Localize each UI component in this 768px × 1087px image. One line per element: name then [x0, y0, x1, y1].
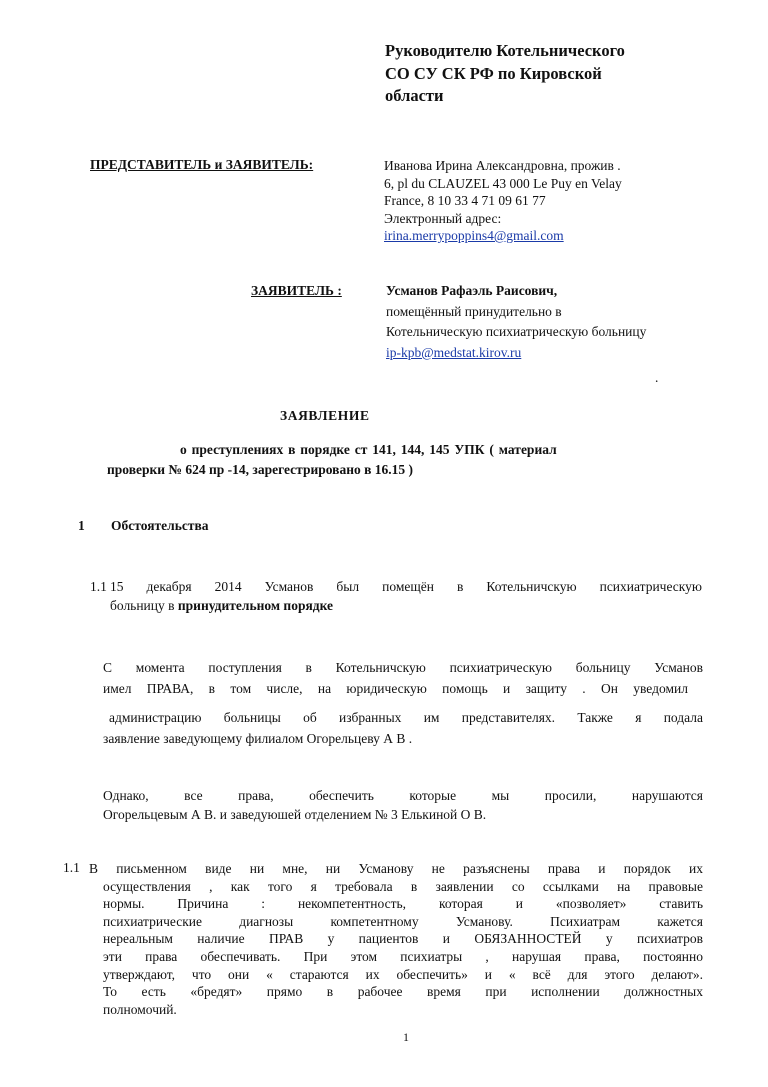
paragraph-line — [110, 598, 333, 614]
stray-dot: . — [655, 370, 659, 385]
paragraph-line: Однако, все права, обеспечить которые мы просили, нарушаются — [103, 788, 703, 803]
paragraph-line: В письменном виде ни мне, ни Усманову не разъяснены права и порядок их — [89, 861, 703, 876]
applicant-email-link[interactable]: ip-kpb@medstat.kirov.ru — [386, 344, 522, 360]
applicant-block — [386, 281, 646, 363]
document-title: ЗАЯВЛЕНИЕ — [280, 408, 370, 423]
paragraph-line: администрацию больницы об избранных им представителях. Также я подала — [109, 710, 703, 725]
paragraph-line: полномочий. — [103, 1001, 177, 1017]
title-subject-line: о преступлениях в порядке ст 141, 144, 145 УПК ( материал — [180, 442, 557, 457]
recipient-line: Руководителю Котельнического — [385, 41, 625, 60]
violations-paragraph — [103, 786, 703, 824]
paragraph-line: нереальным наличие ПРАВ у пациентов и ОБЯЗАННОСТЕЙ у психиатров — [103, 931, 703, 947]
paragraph-line: психиатрические диагнозы компетентному Усманову. Психиатрам кажется — [103, 913, 703, 929]
paragraph-line: эти права обеспечивать. При этом психиатры , нарушая права, постоянно — [103, 948, 703, 964]
recipient-line: области — [385, 86, 444, 105]
page-number: 1 — [403, 1030, 409, 1044]
paragraph-line: утверждают, что они « стараются их обеспечить» и « всё для этого делают». — [103, 966, 703, 982]
title-subject-line: проверки № 624 пр -14, зарегестрировано в 16.15 ) — [107, 462, 414, 477]
paragraph-number: 1.1 — [90, 579, 107, 594]
paragraph-text: больницу в — [110, 598, 178, 613]
applicant-line: помещённый принудительно в — [386, 303, 562, 319]
rights-paragraph — [103, 658, 703, 699]
admin-paragraph — [103, 708, 703, 749]
paragraph-line: имел ПРАВА, в том числе, на юридическую помощь и защиту . Он уведомил — [103, 680, 688, 696]
representative-label: ПРЕДСТАВИТЕЛЬ и ЗАЯВИТЕЛЬ: — [90, 157, 314, 172]
representative-line: France, 8 10 33 4 71 09 61 77 — [384, 193, 546, 208]
representative-line: Иванова Ирина Александровна, прожив . — [384, 158, 621, 173]
paragraph-line: То есть «бредят» прямо в рабочее время при исполнении должностных — [103, 984, 703, 1000]
paragraph-line: С момента поступления в Котельничскую психиатрическую больницу Усманов — [103, 660, 703, 675]
representative-block — [384, 157, 622, 245]
paragraph-line: заявление заведующему филиалом Огорельцеву А В . — [103, 730, 413, 746]
representative-line: Электронный адрес: — [384, 210, 502, 226]
section-number: 1 — [78, 518, 85, 533]
applicant-name: Усманов Рафаэль Раисович, — [386, 283, 558, 298]
section-title: Обстоятельства — [111, 518, 209, 533]
recipient-block — [385, 40, 625, 108]
representative-email-link[interactable]: irina.merrypoppins4@gmail.com — [384, 228, 564, 243]
paragraph-line: 15 декабря 2014 Усманов был помещён в Котельничскую психиатрическую — [110, 579, 702, 594]
paragraph-body — [89, 860, 703, 1018]
paragraph-line: нормы. Причина : некомпетентность, которая и «позволяет» ставить — [103, 896, 703, 912]
emphasis-text: принудительном порядке — [177, 598, 334, 613]
paragraph-number: 1.1 — [63, 860, 80, 875]
recipient-line: СО СУ СК РФ по Кировской — [385, 63, 602, 83]
applicant-label: ЗАЯВИТЕЛЬ : — [251, 283, 342, 298]
applicant-line: Котельническую психиатрическую больницу — [386, 324, 647, 339]
representative-line: 6, pl du CLAUZEL 43 000 Le Puy en Velay — [384, 175, 622, 191]
paragraph-line: Огорельцевым А В. и заведуюшей отделением № 3 Елькиной О В. — [103, 807, 487, 822]
paragraph-line: осуществления , как того я требовала в заявлении со ссылками на правовые — [103, 878, 703, 894]
